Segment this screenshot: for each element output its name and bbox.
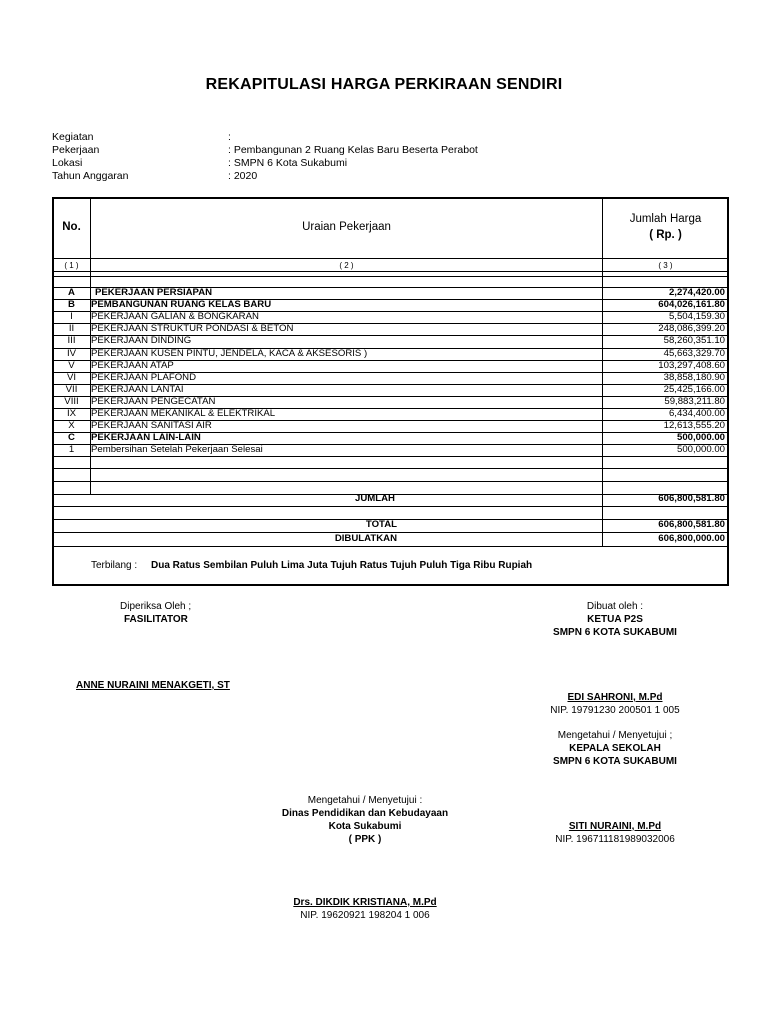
- dibulatkan-amount: 606,800,000.00: [658, 533, 725, 544]
- row-amount: 45,663,329.70: [663, 347, 725, 359]
- meta-value-pekerjaan: : Pembangunan 2 Ruang Kelas Baru Beserta Perabot: [228, 144, 478, 156]
- row-divider: [53, 271, 728, 272]
- fasilitator-name: ANNE NURAINI MENAKGETI, ST: [76, 680, 230, 691]
- mengetahui-label-1: Mengetahui / Menyetujui ;: [557, 730, 673, 741]
- row-number: I: [70, 311, 73, 323]
- ketua-name: EDI SAHRONI, M.Pd: [567, 692, 663, 703]
- ketua-title: KETUA P2S: [587, 614, 643, 625]
- terbilang-label: Terbilang :: [91, 560, 138, 571]
- row-number: IX: [66, 408, 77, 419]
- row-amount: 12,613,555.20: [663, 420, 725, 432]
- row-amount: 248,086,399.20: [658, 323, 725, 335]
- row-description: PEKERJAAN LANTAI: [91, 383, 184, 395]
- header-rupiah: ( Rp. ): [649, 229, 682, 241]
- row-number: A: [68, 287, 75, 298]
- jumlah-label: JUMLAH: [355, 493, 395, 504]
- mengetahui-label-2: Mengetahui / Menyetujui :: [307, 795, 423, 806]
- dibuat-label: Dibuat oleh :: [586, 601, 644, 612]
- row-number: C: [68, 432, 75, 444]
- dinas-line-1: Dinas Pendidikan dan Kebudayaan: [281, 808, 449, 819]
- row-amount: 103,297,408.60: [658, 359, 725, 371]
- meta-value-lokasi: : SMPN 6 Kota Sukabumi: [228, 157, 348, 169]
- row-divider: [53, 258, 728, 259]
- row-number: III: [67, 335, 76, 347]
- row-amount: 500,000.00: [676, 444, 725, 456]
- index-col-2: ( 2 ): [339, 261, 354, 270]
- dinas-line-2: Kota Sukabumi: [328, 821, 402, 832]
- dibulatkan-label: DIBULATKAN: [334, 533, 397, 544]
- diperiksa-label: Diperiksa Oleh ;: [120, 601, 192, 612]
- row-number: B: [68, 299, 75, 311]
- row-number: VI: [66, 371, 77, 383]
- row-amount: 58,260,351.10: [663, 335, 725, 347]
- row-divider: [53, 506, 728, 507]
- row-number: VII: [65, 383, 78, 395]
- row-description: PEKERJAAN STRUKTUR PONDASI & BETON: [91, 323, 294, 335]
- index-col-3: ( 3 ): [658, 261, 673, 270]
- row-description: PEKERJAAN KUSEN PINTU, JENDELA, KACA & AKSESORIS ): [91, 347, 368, 359]
- meta-label-lokasi: Lokasi: [52, 157, 83, 169]
- row-number: VIII: [64, 395, 79, 407]
- total-amount: 606,800,581.80: [658, 519, 725, 530]
- row-description: PEKERJAAN LAIN-LAIN: [91, 432, 201, 444]
- terbilang-value: Dua Ratus Sembilan Puluh Lima Juta Tujuh Ratus Tujuh Puluh Tiga Ribu Rupiah: [151, 560, 533, 571]
- row-amount: 59,883,211.80: [664, 395, 725, 407]
- fasilitator-title: FASILITATOR: [124, 614, 188, 625]
- header-uraian: Uraian Pekerjaan: [302, 221, 391, 233]
- row-divider: [53, 481, 728, 482]
- row-number: V: [68, 359, 75, 371]
- row-description: PEMBANGUNAN RUANG KELAS BARU: [91, 299, 272, 311]
- meta-value-tahun: : 2020: [228, 170, 258, 182]
- row-amount: 2,274,420.00: [668, 287, 725, 298]
- kepsek-school: SMPN 6 KOTA SUKABUMI: [553, 756, 677, 767]
- header-no: No.: [62, 221, 81, 233]
- meta-label-pekerjaan: Pekerjaan: [52, 144, 100, 156]
- header-jumlah-harga: Jumlah Harga: [629, 213, 702, 225]
- row-description: PEKERJAAN PLAFOND: [91, 371, 197, 383]
- row-amount: 5,504,159.30: [668, 311, 725, 323]
- row-description: PEKERJAAN SANITASI AIR: [91, 420, 212, 432]
- row-number: X: [68, 420, 75, 432]
- row-number: IV: [66, 347, 77, 359]
- row-number: II: [68, 323, 75, 335]
- ketua-nip: NIP. 19791230 200501 1 005: [550, 705, 680, 716]
- kepsek-nip: NIP. 196711181989032006: [555, 834, 675, 845]
- row-description: PEKERJAAN PERSIAPAN: [95, 287, 213, 298]
- row-amount: 500,000.00: [676, 432, 725, 444]
- row-description: PEKERJAAN PENGECATAN: [91, 395, 216, 407]
- ppk-label: ( PPK ): [348, 834, 382, 845]
- row-number: 1: [68, 444, 75, 456]
- row-amount: 6,434,400.00: [668, 408, 725, 419]
- ketua-school: SMPN 6 KOTA SUKABUMI: [553, 627, 677, 638]
- kepsek-name: SITI NURAINI, M.Pd: [568, 821, 662, 832]
- row-description: PEKERJAAN MEKANIKAL & ELEKTRIKAL: [91, 408, 276, 419]
- ppk-nip: NIP. 19620921 198204 1 006: [300, 910, 430, 921]
- row-divider: [53, 468, 728, 469]
- index-col-1: ( 1 ): [64, 261, 79, 270]
- ppk-name: Drs. DIKDIK KRISTIANA, M.Pd: [293, 897, 437, 908]
- row-divider: [53, 546, 728, 547]
- jumlah-amount: 606,800,581.80: [658, 493, 725, 504]
- total-label: TOTAL: [365, 519, 397, 530]
- kepsek-title: KEPALA SEKOLAH: [569, 743, 661, 754]
- row-description: PEKERJAAN GALIAN & BONGKARAN: [91, 311, 259, 323]
- row-description: PEKERJAAN DINDING: [91, 335, 192, 347]
- row-amount: 25,425,166.00: [663, 383, 725, 395]
- row-divider: [53, 276, 728, 277]
- row-amount: 38,858,180.90: [663, 371, 725, 383]
- row-description: Pembersihan Setelah Pekerjaan Selesai: [91, 444, 263, 456]
- row-description: PEKERJAAN ATAP: [91, 359, 174, 371]
- row-amount: 604,026,161.80: [658, 299, 725, 311]
- meta-value-kegiatan: :: [228, 131, 231, 143]
- meta-label-kegiatan: Kegiatan: [52, 131, 94, 143]
- meta-label-tahun: Tahun Anggaran: [52, 170, 129, 182]
- document-title: REKAPITULASI HARGA PERKIRAAN SENDIRI: [205, 76, 563, 93]
- row-divider: [53, 456, 728, 457]
